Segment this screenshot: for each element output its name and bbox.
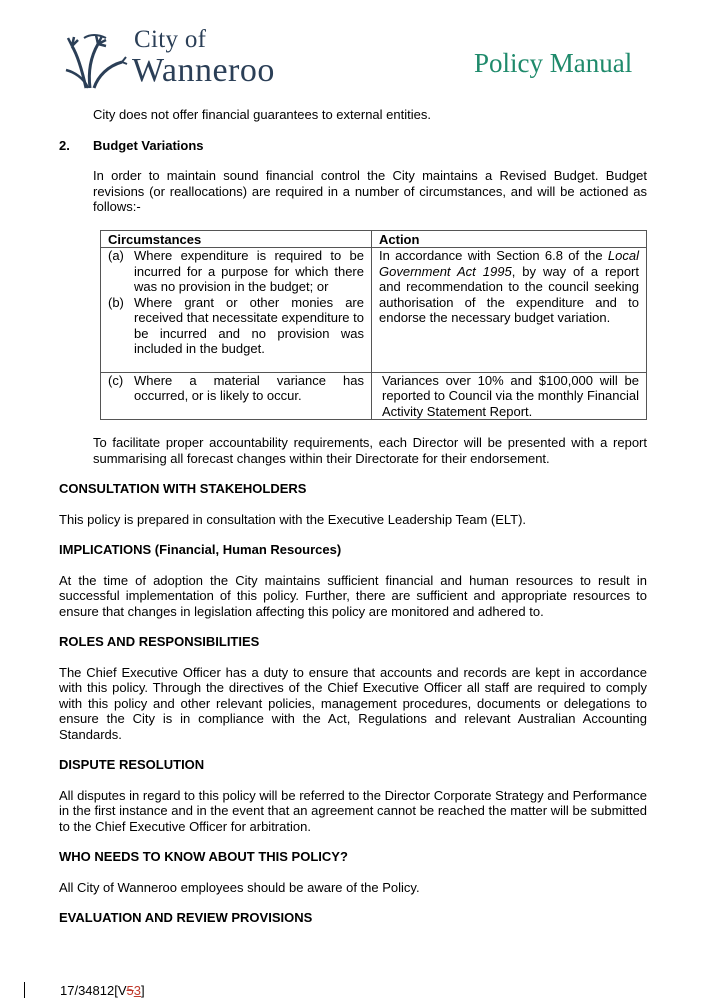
implications-heading: IMPLICATIONS (Financial, Human Resources) (59, 542, 342, 557)
logo-line-city-of: City of (134, 26, 207, 53)
action-text: Variances over 10% and $100,000 will be reported to Council via the monthly Financial Activity Statement Report. (382, 372, 639, 419)
section-title: Budget Variations (93, 137, 204, 153)
who-needs-to-know-text: All City of Wanneroo employees should be aware of the Policy. (59, 879, 420, 895)
document-reference (60, 983, 145, 998)
table-row (101, 372, 647, 420)
deleted-version: 5 (126, 983, 134, 998)
action-text (379, 248, 639, 326)
roles-text: The Chief Executive Officer has a duty to ensure that accounts and records are kept in accordance with this policy. Through the directives of the Chief Executive Officer all staff are required to comply with this policy and other relevant policies, management procedures, documents or delegations to ensure the City is in compliance with the Act, Regulations and relevant Australian Accounting Standards. (59, 664, 647, 742)
dispute-heading: DISPUTE RESOLUTION (59, 757, 205, 772)
city-of-wanneroo-logo (64, 26, 304, 92)
circumstances-header: Circumstances (101, 230, 372, 248)
table-row (101, 248, 647, 373)
list-item (108, 295, 364, 357)
action-text-part: , by way of a report and recommendation to the council seeking authorisation of the expenditure and to endorse the necessary budget variation. (379, 263, 639, 325)
inserted-version: 3 (133, 983, 141, 998)
dispute-text: All disputes in regard to this policy will be referred to the Director Corporate Strategy and Performance in the first instance and in the event that an agreement cannot be reached the matter will be submitted to the Chief Executive Officer for arbitration. (59, 787, 647, 834)
action-header: Action (372, 230, 647, 248)
section-number: 2. (59, 137, 70, 153)
doc-ref-close: ] (140, 983, 145, 998)
budget-variations-paragraph: In order to maintain sound financial control the City maintains a Revised Budget. Budget revisions (or reallocations) are required in a number of circumstances, and will be actioned as follows:- (93, 168, 647, 214)
page-title: Policy Manual (474, 48, 633, 78)
doc-ref-number: 17/34812[V (60, 983, 127, 998)
kangaroo-paw-icon (64, 26, 130, 92)
item-label: (a) (108, 248, 124, 263)
section-2-heading (59, 138, 647, 154)
circumstance-cell (101, 372, 372, 420)
implications-text: At the time of adoption the City maintains sufficient financial and human resources to result in successful implementation of this policy. Further, there are sufficient and appropriate resources to ensure that changes in legislation affecting this policy are monitored and adhered to. (59, 572, 647, 619)
circumstance-cell (101, 248, 372, 373)
roles-heading: ROLES AND RESPONSIBILITIES (59, 634, 260, 649)
item-label: (b) (108, 294, 124, 310)
document-body (59, 107, 647, 926)
action-text-part: In accordance with Section 6.8 of the (379, 248, 608, 263)
evaluation-heading: EVALUATION AND REVIEW PROVISIONS (59, 910, 313, 925)
list-item (108, 248, 364, 295)
circumstances-table (100, 230, 647, 421)
logo-line-wanneroo: Wanneroo (132, 52, 275, 89)
consultation-text: This policy is prepared in consultation with the Executive Leadership Team (ELT). (59, 511, 527, 527)
item-text: Where expenditure is required to be incurred for a purpose for which there was no provision in the budget; or (134, 248, 364, 294)
action-cell (372, 372, 647, 420)
act-citation: Local Government Act 1995 (379, 248, 639, 279)
change-bar (24, 982, 25, 998)
action-cell (372, 248, 647, 373)
item-text: Where grant or other monies are received that necessitate expenditure to be incurred and no provision was included in the budget. (134, 294, 364, 356)
item-text: Where a material variance has occurred, or is likely to occur. (134, 372, 364, 403)
consultation-heading: CONSULTATION WITH STAKEHOLDERS (59, 481, 307, 496)
table-header-row (101, 230, 647, 248)
item-label: (c) (108, 372, 124, 388)
who-needs-to-know-heading: WHO NEEDS TO KNOW ABOUT THIS POLICY? (59, 849, 348, 864)
accountability-paragraph: To facilitate proper accountability requirements, each Director will be presented with a report summarising all forecast changes within their Directorate for their endorsement. (93, 435, 647, 466)
list-item (108, 373, 364, 404)
intro-line: City does not offer financial guarantees to external entities. (93, 107, 431, 122)
